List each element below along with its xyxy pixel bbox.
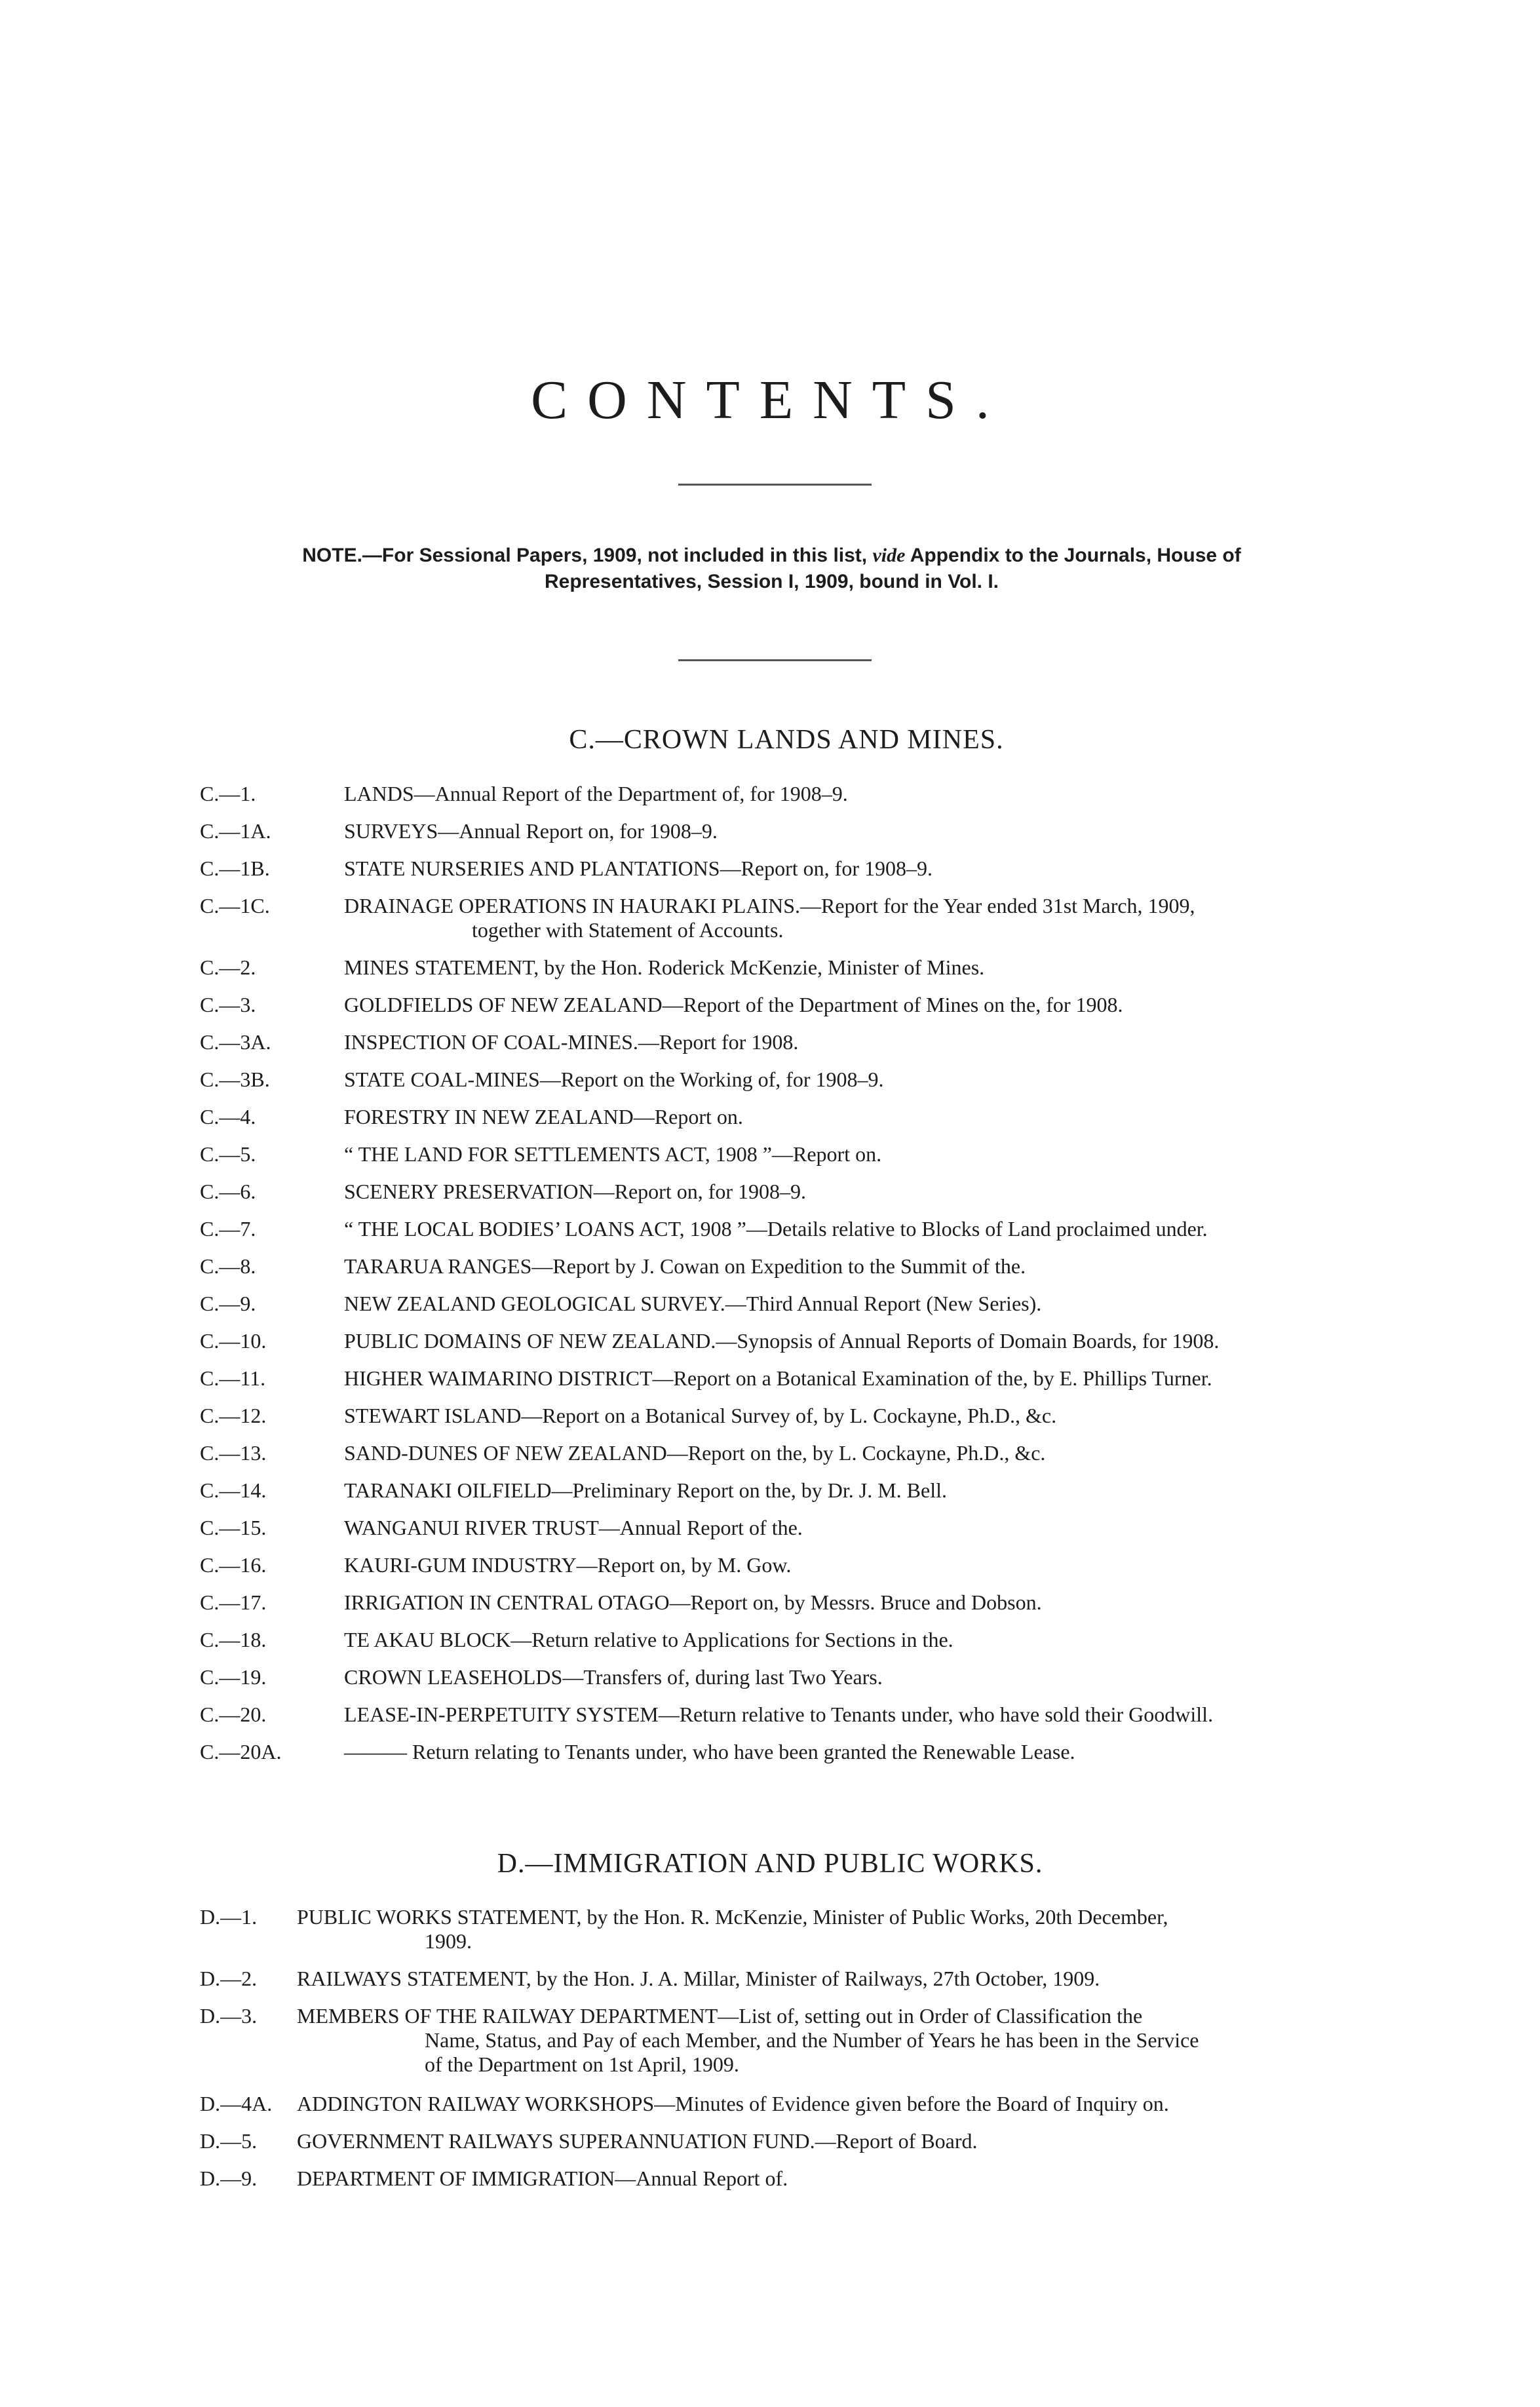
entry-title-text: TARARUA RANGES—Report by J. Cowan on Expedition to the Summit of the. [344, 1254, 1026, 1278]
entry-code: C.—5. [200, 1142, 256, 1166]
entry-title-text: PUBLIC DOMAINS OF NEW ZEALAND.—Synopsis of Annual Reports of Domain Boards, for 1908. [344, 1329, 1220, 1353]
entry-title-text: FORESTRY IN NEW ZEALAND—Report on. [344, 1105, 743, 1128]
entry-code: D.—3. [200, 2004, 258, 2028]
entry-title [297, 1967, 1343, 1991]
entry-title-text: PUBLIC WORKS STATEMENT, by the Hon. R. McKenzie, Minister of Public Works, 20th December, [297, 1905, 1168, 1929]
entry-code: D.—2. [200, 1967, 258, 1990]
entry-code: D.—5. [200, 2129, 258, 2153]
entry-title [344, 782, 1353, 806]
entry-title-text: KAURI-GUM INDUSTRY—Report on, by M. Gow. [344, 1553, 792, 1577]
entry-title-text: TE AKAU BLOCK—Return relative to Applications for Sections in the. [344, 1628, 953, 1651]
entry-title-text: MINES STATEMENT, by the Hon. Roderick McKenzie, Minister of Mines. [344, 955, 985, 979]
entry-title-text: STEWART ISLAND—Report on a Botanical Survey of, by L. Cockayne, Ph.D., &c. [344, 1404, 1057, 1427]
entry-title [344, 1628, 1353, 1652]
entry-title [344, 955, 1353, 980]
entry-title-text: SAND-DUNES OF NEW ZEALAND—Report on the, by L. Cockayne, Ph.D., &c. [344, 1441, 1046, 1465]
entry-title [344, 1404, 1353, 1428]
entry-title-text: ——— Return relating to Tenants under, who have been granted the Renewable Lease. [344, 1740, 1075, 1763]
entry-code: C.—17. [200, 1590, 267, 1614]
section-heading-d: D.—IMMIGRATION AND PUBLIC WORKS. [497, 1849, 1043, 1879]
entry-code: C.—10. [200, 1329, 267, 1353]
entry-title-text: STATE COAL-MINES—Report on the Working of, for 1908–9. [344, 1068, 884, 1091]
entry-title-text: LANDS—Annual Report of the Department of, for 1908–9. [344, 782, 848, 805]
divider [678, 484, 872, 486]
entry-title [344, 1329, 1353, 1353]
entry-title [344, 1105, 1353, 1129]
entry-title [344, 993, 1353, 1017]
entry-code: C.—3. [200, 993, 256, 1016]
note-line2: Representatives, Session I, 1909, bound in Vol. I. [545, 571, 999, 592]
entry-code: C.—14. [200, 1478, 267, 1502]
entry-title [344, 1030, 1353, 1054]
entry-title [297, 2166, 1343, 2191]
entry-code: D.—4A. [200, 2092, 273, 2115]
page-title: CONTENTS. [531, 370, 1009, 431]
note-vide: vide [872, 545, 906, 566]
entry-title-text: TARANAKI OILFIELD—Preliminary Report on the, by Dr. J. M. Bell. [344, 1478, 947, 1502]
entry-title-text: NEW ZEALAND GEOLOGICAL SURVEY.—Third Annual Report (New Series). [344, 1292, 1042, 1315]
entry-code: C.—19. [200, 1665, 267, 1689]
entry-title-text: GOLDFIELDS OF NEW ZEALAND—Report of the Department of Mines on the, for 1908. [344, 993, 1123, 1016]
entry-title-text: DRAINAGE OPERATIONS IN HAURAKI PLAINS.—Report for the Year ended 31st March, 1909, [344, 894, 1195, 917]
entry-title [344, 1217, 1353, 1241]
entry-code: C.—11. [200, 1366, 266, 1390]
entry-title [344, 1068, 1353, 1092]
entry-title-text: GOVERNMENT RAILWAYS SUPERANNUATION FUND.—Report of Board. [297, 2129, 978, 2153]
entry-title-text: INSPECTION OF COAL-MINES.—Report for 1908. [344, 1030, 799, 1054]
entry-title-text: DEPARTMENT OF IMMIGRATION—Annual Report of. [297, 2166, 788, 2190]
entry-title [344, 1366, 1353, 1391]
entry-title-text: IRRIGATION IN CENTRAL OTAGO—Report on, by Messrs. Bruce and Dobson. [344, 1590, 1042, 1614]
entry-title-continuation: Name, Status, and Pay of each Member, and the Number of Years he has been in the Service [425, 2028, 1199, 2052]
entry-code: C.—3A. [200, 1030, 271, 1054]
entry-code: C.—15. [200, 1516, 267, 1539]
entry-title [344, 1441, 1353, 1465]
entry-code: C.—9. [200, 1292, 256, 1315]
entry-title-text: HIGHER WAIMARINO DISTRICT—Report on a Botanical Examination of the, by E. Phillips Turner. [344, 1366, 1212, 1390]
entry-title-text: MEMBERS OF THE RAILWAY DEPARTMENT—List of, setting out in Order of Classification the [297, 2004, 1143, 2028]
entry-title-text: RAILWAYS STATEMENT, by the Hon. J. A. Millar, Minister of Railways, 27th October, 1909. [297, 1967, 1100, 1990]
entry-code: C.—6. [200, 1180, 256, 1203]
entry-title [344, 1142, 1353, 1166]
divider [678, 659, 872, 661]
entry-title [297, 2129, 1343, 2153]
entry-title-text: LEASE-IN-PERPETUITY SYSTEM—Return relative to Tenants under, who have sold their Goodwill. [344, 1703, 1214, 1726]
entry-code: C.—1B. [200, 857, 270, 880]
entry-title-continuation: together with Statement of Accounts. [472, 918, 784, 942]
entry-code: C.—16. [200, 1553, 267, 1577]
entry-code: C.—20. [200, 1703, 267, 1726]
entry-title [344, 1590, 1353, 1615]
entry-title [297, 1905, 1343, 1954]
entry-code: C.—12. [200, 1404, 267, 1427]
entry-title-text: SURVEYS—Annual Report on, for 1908–9. [344, 819, 718, 843]
entry-title [297, 2092, 1343, 2116]
note-text: NOTE.—For Sessional Papers, 1909, not included in this list, [302, 545, 868, 566]
entry-title-text: “ THE LOCAL BODIES’ LOANS ACT, 1908 ”—Details relative to Blocks of Land proclaimed under. [344, 1217, 1208, 1241]
note [223, 543, 1320, 595]
entry-title [297, 2004, 1343, 2077]
entry-title-text: “ THE LAND FOR SETTLEMENTS ACT, 1908 ”—Report on. [344, 1142, 882, 1166]
entry-title [344, 1703, 1353, 1727]
entry-title [344, 1292, 1353, 1316]
note-text-end: Appendix to the Journals, House of [910, 545, 1241, 566]
entry-code: C.—13. [200, 1441, 267, 1465]
entry-title-text: SCENERY PRESERVATION—Report on, for 1908–9. [344, 1180, 807, 1203]
entry-title-text: STATE NURSERIES AND PLANTATIONS—Report on, for 1908–9. [344, 857, 933, 880]
entry-title [344, 857, 1353, 881]
entry-code: D.—1. [200, 1905, 258, 1929]
section-heading-c: C.—CROWN LANDS AND MINES. [569, 725, 1004, 755]
entry-code: C.—2. [200, 955, 256, 979]
entry-title-text: CROWN LEASEHOLDS—Transfers of, during last Two Years. [344, 1665, 883, 1689]
entry-code: C.—8. [200, 1254, 256, 1278]
entry-code: C.—18. [200, 1628, 267, 1651]
entry-title [344, 1180, 1353, 1204]
entry-code: C.—1C. [200, 894, 270, 917]
entry-code: C.—3B. [200, 1068, 270, 1091]
entry-title [344, 1254, 1353, 1279]
entry-code: C.—20A. [200, 1740, 282, 1763]
entry-title-text: ADDINGTON RAILWAY WORKSHOPS—Minutes of Evidence given before the Board of Inquiry on. [297, 2092, 1169, 2115]
entry-title [344, 1553, 1353, 1577]
entry-title-text: WANGANUI RIVER TRUST—Annual Report of the. [344, 1516, 803, 1539]
entry-title [344, 1740, 1353, 1764]
entry-title [344, 894, 1353, 942]
entry-title-continuation: 1909. [425, 1929, 472, 1953]
entry-code: C.—1. [200, 782, 256, 805]
entry-code: C.—7. [200, 1217, 256, 1241]
entry-title-continuation: of the Department on 1st April, 1909. [425, 2052, 739, 2076]
entry-title [344, 1478, 1353, 1503]
entry-title [344, 819, 1353, 843]
entry-title [344, 1665, 1353, 1689]
entry-code: C.—4. [200, 1105, 256, 1128]
entry-code: C.—1A. [200, 819, 271, 843]
entry-title [344, 1516, 1353, 1540]
entry-code: D.—9. [200, 2166, 258, 2190]
